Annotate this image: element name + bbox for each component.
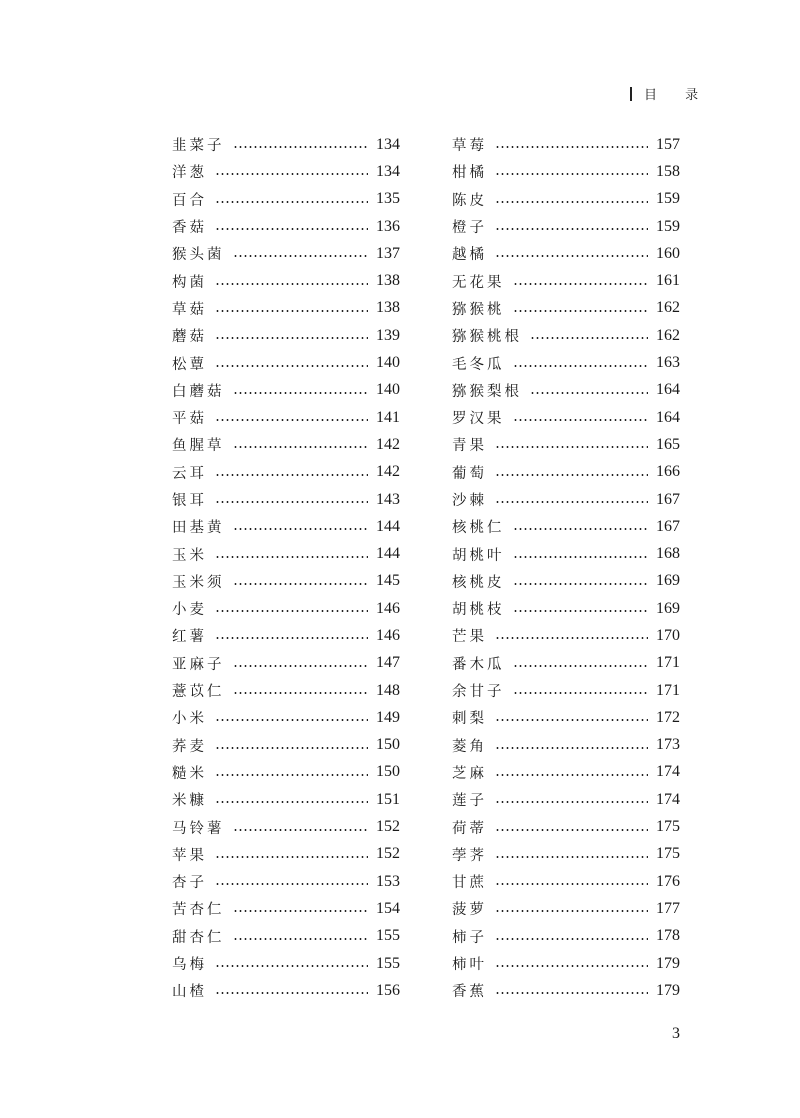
toc-entry[interactable] xyxy=(172,759,400,786)
leader-dots xyxy=(215,310,368,312)
toc-entry[interactable] xyxy=(172,322,400,349)
toc-entry[interactable] xyxy=(172,923,400,950)
entry-page: 175 xyxy=(656,818,680,836)
entry-title: 田基黄 xyxy=(172,520,225,537)
toc-entry[interactable] xyxy=(452,786,680,813)
entry-page: 178 xyxy=(656,927,680,945)
entry-title: 玉米 xyxy=(172,547,207,564)
leader-dots xyxy=(215,228,368,230)
toc-entry[interactable] xyxy=(452,841,680,868)
toc-entry[interactable] xyxy=(172,786,400,813)
entry-page: 173 xyxy=(656,736,680,754)
leader-dots xyxy=(215,637,368,639)
leader-dots xyxy=(495,965,648,967)
entry-page: 150 xyxy=(376,763,400,781)
entry-page: 136 xyxy=(376,217,400,235)
toc-entry[interactable] xyxy=(452,622,680,649)
toc-entry[interactable] xyxy=(172,732,400,759)
toc-entry[interactable] xyxy=(452,459,680,486)
toc-entry[interactable] xyxy=(452,322,680,349)
entry-title: 葡萄 xyxy=(452,465,487,482)
entry-page: 174 xyxy=(656,790,680,808)
toc-entry[interactable] xyxy=(172,622,400,649)
entry-title: 柿叶 xyxy=(452,957,487,974)
entry-title: 松蕈 xyxy=(172,356,207,373)
leader-dots xyxy=(233,910,369,912)
leader-dots xyxy=(215,610,368,612)
entry-page: 140 xyxy=(376,354,400,372)
leader-dots xyxy=(513,419,649,421)
entry-title: 核桃仁 xyxy=(452,520,505,537)
toc-entry[interactable] xyxy=(452,704,680,731)
entry-title: 荷蒂 xyxy=(452,820,487,837)
entry-page: 156 xyxy=(376,981,400,999)
entry-title: 猕猴梨根 xyxy=(452,383,522,400)
entry-title: 百合 xyxy=(172,192,207,209)
entry-page: 152 xyxy=(376,845,400,863)
entry-title: 苹果 xyxy=(172,847,207,864)
entry-page: 168 xyxy=(656,545,680,563)
toc-entry[interactable] xyxy=(172,595,400,622)
toc-entry[interactable] xyxy=(172,131,400,158)
leader-dots xyxy=(233,829,369,831)
entry-title: 芝麻 xyxy=(452,765,487,782)
entry-page: 175 xyxy=(656,845,680,863)
toc-entry[interactable] xyxy=(172,213,400,240)
entry-title: 猕猴桃 xyxy=(452,301,505,318)
leader-dots xyxy=(495,474,648,476)
toc-entry[interactable] xyxy=(172,186,400,213)
entry-title: 构菌 xyxy=(172,274,207,291)
toc-entry[interactable] xyxy=(172,650,400,677)
entry-page: 155 xyxy=(376,954,400,972)
toc-entry[interactable] xyxy=(172,267,400,294)
entry-title: 韭菜子 xyxy=(172,138,225,155)
toc-entry[interactable] xyxy=(452,213,680,240)
leader-dots xyxy=(513,583,649,585)
entry-page: 172 xyxy=(656,708,680,726)
entry-title: 甜杏仁 xyxy=(172,929,225,946)
leader-dots xyxy=(495,173,648,175)
toc-entry[interactable] xyxy=(452,813,680,840)
leader-dots xyxy=(233,255,369,257)
entry-page: 140 xyxy=(376,381,400,399)
leader-dots xyxy=(495,938,648,940)
header-rule xyxy=(630,87,632,101)
toc-entry[interactable] xyxy=(172,295,400,322)
entry-page: 134 xyxy=(376,162,400,180)
toc-entry[interactable] xyxy=(172,568,400,595)
leader-dots xyxy=(215,883,368,885)
toc-entry[interactable] xyxy=(452,732,680,759)
entry-page: 163 xyxy=(656,354,680,372)
entry-title: 草菇 xyxy=(172,301,207,318)
toc-entry[interactable] xyxy=(452,540,680,567)
entry-page: 141 xyxy=(376,408,400,426)
toc-entry[interactable] xyxy=(172,431,400,458)
toc-entry[interactable] xyxy=(452,186,680,213)
entry-page: 174 xyxy=(656,763,680,781)
entry-title: 荞麦 xyxy=(172,738,207,755)
leader-dots xyxy=(495,883,648,885)
leader-dots xyxy=(215,801,368,803)
leader-dots xyxy=(233,146,369,148)
entry-title: 香蕉 xyxy=(452,984,487,1001)
toc-entry[interactable] xyxy=(452,404,680,431)
toc-entry[interactable] xyxy=(172,404,400,431)
entry-title: 番木瓜 xyxy=(452,656,505,673)
leader-dots xyxy=(215,474,368,476)
toc-entry[interactable] xyxy=(452,677,680,704)
entry-title: 白蘑菇 xyxy=(172,383,225,400)
toc-entry[interactable] xyxy=(172,513,400,540)
entry-page: 166 xyxy=(656,463,680,481)
entry-title: 红薯 xyxy=(172,629,207,646)
leader-dots xyxy=(215,501,368,503)
toc-entry[interactable] xyxy=(172,158,400,185)
entry-title: 亚麻子 xyxy=(172,656,225,673)
toc-entry[interactable] xyxy=(172,895,400,922)
entry-title: 莲子 xyxy=(452,793,487,810)
entry-page: 148 xyxy=(376,681,400,699)
entry-title: 山楂 xyxy=(172,984,207,1001)
leader-dots xyxy=(513,556,649,558)
entry-title: 糙米 xyxy=(172,765,207,782)
entry-page: 160 xyxy=(656,244,680,262)
toc-entry[interactable] xyxy=(452,377,680,404)
entry-title: 胡桃枝 xyxy=(452,602,505,619)
leader-dots xyxy=(495,201,648,203)
entry-title: 苦杏仁 xyxy=(172,902,225,919)
entry-page: 147 xyxy=(376,654,400,672)
leader-dots xyxy=(215,201,368,203)
leader-dots xyxy=(215,856,368,858)
entry-title: 米糠 xyxy=(172,793,207,810)
entry-title: 余甘子 xyxy=(452,684,505,701)
entry-title: 罗汉果 xyxy=(452,411,505,428)
leader-dots xyxy=(495,774,648,776)
entry-page: 170 xyxy=(656,626,680,644)
leader-dots xyxy=(233,528,369,530)
toc-entry[interactable] xyxy=(452,349,680,376)
toc-entry[interactable] xyxy=(452,486,680,513)
entry-page: 158 xyxy=(656,162,680,180)
leader-dots xyxy=(513,310,649,312)
entry-title: 柿子 xyxy=(452,929,487,946)
entry-page: 134 xyxy=(376,135,400,153)
toc-entry[interactable] xyxy=(172,950,400,977)
entry-page: 152 xyxy=(376,818,400,836)
leader-dots xyxy=(215,747,368,749)
leader-dots xyxy=(495,637,648,639)
leader-dots xyxy=(215,419,368,421)
leader-dots xyxy=(215,173,368,175)
toc-entry[interactable] xyxy=(172,459,400,486)
toc-entry[interactable] xyxy=(452,759,680,786)
toc-entry[interactable] xyxy=(452,923,680,950)
leader-dots xyxy=(215,283,368,285)
entry-page: 135 xyxy=(376,190,400,208)
entry-page: 138 xyxy=(376,299,400,317)
entry-title: 越橘 xyxy=(452,247,487,264)
entry-page: 179 xyxy=(656,954,680,972)
toc-entry[interactable] xyxy=(452,513,680,540)
entry-title: 马铃薯 xyxy=(172,820,225,837)
toc-entry[interactable] xyxy=(172,540,400,567)
entry-title: 菠萝 xyxy=(452,902,487,919)
entry-title: 青果 xyxy=(452,438,487,455)
leader-dots xyxy=(215,992,368,994)
leader-dots xyxy=(495,255,648,257)
leader-dots xyxy=(215,337,368,339)
entry-title: 薏苡仁 xyxy=(172,684,225,701)
entry-title: 玉米须 xyxy=(172,574,225,591)
entry-page: 143 xyxy=(376,490,400,508)
entry-page: 137 xyxy=(376,244,400,262)
entry-page: 171 xyxy=(656,681,680,699)
entry-page: 146 xyxy=(376,626,400,644)
toc-entry[interactable] xyxy=(452,267,680,294)
leader-dots xyxy=(495,801,648,803)
toc-entry[interactable] xyxy=(452,650,680,677)
leader-dots xyxy=(233,665,369,667)
entry-title: 核桃皮 xyxy=(452,574,505,591)
toc-left-column xyxy=(172,131,400,1005)
leader-dots xyxy=(495,501,648,503)
entry-title: 刺梨 xyxy=(452,711,487,728)
toc-entry[interactable] xyxy=(172,868,400,895)
toc-entry[interactable] xyxy=(172,486,400,513)
leader-dots xyxy=(215,719,368,721)
leader-dots xyxy=(530,392,648,394)
leader-dots xyxy=(495,446,648,448)
entry-title: 平菇 xyxy=(172,411,207,428)
toc-entry[interactable] xyxy=(172,977,400,1004)
leader-dots xyxy=(233,392,369,394)
leader-dots xyxy=(495,146,648,148)
leader-dots xyxy=(233,446,369,448)
entry-page: 157 xyxy=(656,135,680,153)
entry-page: 164 xyxy=(656,408,680,426)
entry-title: 蘑菇 xyxy=(172,329,207,346)
leader-dots xyxy=(215,556,368,558)
entry-title: 猕猴桃根 xyxy=(452,329,522,346)
leader-dots xyxy=(233,938,369,940)
toc-entry[interactable] xyxy=(452,595,680,622)
entry-page: 161 xyxy=(656,272,680,290)
entry-page: 167 xyxy=(656,517,680,535)
entry-title: 毛冬瓜 xyxy=(452,356,505,373)
entry-page: 176 xyxy=(656,872,680,890)
entry-page: 165 xyxy=(656,435,680,453)
toc-right-column xyxy=(452,131,680,1005)
header-title: 目 录 xyxy=(644,88,711,103)
entry-title: 无花果 xyxy=(452,274,505,291)
entry-page: 167 xyxy=(656,490,680,508)
toc-entry[interactable] xyxy=(172,813,400,840)
leader-dots xyxy=(495,829,648,831)
leader-dots xyxy=(495,856,648,858)
entry-page: 151 xyxy=(376,790,400,808)
entry-page: 153 xyxy=(376,872,400,890)
entry-page: 144 xyxy=(376,545,400,563)
entry-title: 香菇 xyxy=(172,220,207,237)
entry-title: 菱角 xyxy=(452,738,487,755)
entry-page: 154 xyxy=(376,899,400,917)
entry-title: 小米 xyxy=(172,711,207,728)
leader-dots xyxy=(530,337,648,339)
entry-page: 177 xyxy=(656,899,680,917)
entry-page: 169 xyxy=(656,572,680,590)
entry-page: 159 xyxy=(656,190,680,208)
entry-page: 150 xyxy=(376,736,400,754)
toc-entry[interactable] xyxy=(172,349,400,376)
toc-entry[interactable] xyxy=(452,158,680,185)
leader-dots xyxy=(215,965,368,967)
entry-page: 162 xyxy=(656,299,680,317)
entry-page: 155 xyxy=(376,927,400,945)
entry-page: 164 xyxy=(656,381,680,399)
toc-entry[interactable] xyxy=(452,895,680,922)
leader-dots xyxy=(495,992,648,994)
toc-entry[interactable] xyxy=(452,977,680,1004)
toc-entry[interactable] xyxy=(172,677,400,704)
entry-title: 云耳 xyxy=(172,465,207,482)
entry-page: 171 xyxy=(656,654,680,672)
entry-page: 149 xyxy=(376,708,400,726)
entry-title: 鱼腥草 xyxy=(172,438,225,455)
entry-page: 139 xyxy=(376,326,400,344)
leader-dots xyxy=(495,910,648,912)
entry-title: 荸荠 xyxy=(452,847,487,864)
entry-title: 猴头菌 xyxy=(172,247,225,264)
entry-page: 142 xyxy=(376,463,400,481)
entry-title: 小麦 xyxy=(172,602,207,619)
toc-entry[interactable] xyxy=(172,841,400,868)
toc-entry[interactable] xyxy=(452,131,680,158)
toc-entry[interactable] xyxy=(172,240,400,267)
entry-title: 草莓 xyxy=(452,138,487,155)
entry-title: 银耳 xyxy=(172,493,207,509)
entry-page: 146 xyxy=(376,599,400,617)
entry-page: 169 xyxy=(656,599,680,617)
page-number: 3 xyxy=(672,1025,680,1042)
toc-entry[interactable] xyxy=(452,295,680,322)
toc-entry[interactable] xyxy=(452,431,680,458)
leader-dots xyxy=(495,747,648,749)
leader-dots xyxy=(513,665,649,667)
entry-title: 甘蔗 xyxy=(452,875,487,892)
toc-entry[interactable] xyxy=(172,377,400,404)
leader-dots xyxy=(513,283,649,285)
running-header xyxy=(630,84,710,103)
entry-page: 145 xyxy=(376,572,400,590)
leader-dots xyxy=(513,365,649,367)
entry-page: 179 xyxy=(656,981,680,999)
leader-dots xyxy=(513,528,649,530)
leader-dots xyxy=(495,228,648,230)
entry-title: 杏子 xyxy=(172,875,207,892)
toc-entry[interactable] xyxy=(452,240,680,267)
entry-title: 胡桃叶 xyxy=(452,547,505,564)
toc-entry[interactable] xyxy=(172,704,400,731)
leader-dots xyxy=(513,610,649,612)
entry-title: 陈皮 xyxy=(452,192,487,209)
entry-title: 芒果 xyxy=(452,629,487,646)
entry-page: 138 xyxy=(376,272,400,290)
entry-page: 144 xyxy=(376,517,400,535)
toc-entry[interactable] xyxy=(452,568,680,595)
entry-title: 柑橘 xyxy=(452,165,487,182)
entry-title: 乌梅 xyxy=(172,957,207,974)
leader-dots xyxy=(215,365,368,367)
toc-entry[interactable] xyxy=(452,868,680,895)
entry-title: 洋葱 xyxy=(172,165,207,182)
leader-dots xyxy=(495,719,648,721)
entry-page: 142 xyxy=(376,435,400,453)
entry-title: 橙子 xyxy=(452,220,487,237)
leader-dots xyxy=(215,774,368,776)
leader-dots xyxy=(233,692,369,694)
entry-page: 162 xyxy=(656,326,680,344)
leader-dots xyxy=(233,583,369,585)
entry-title: 沙棘 xyxy=(452,493,487,509)
entry-page: 159 xyxy=(656,217,680,235)
toc-entry[interactable] xyxy=(452,950,680,977)
leader-dots xyxy=(513,692,649,694)
